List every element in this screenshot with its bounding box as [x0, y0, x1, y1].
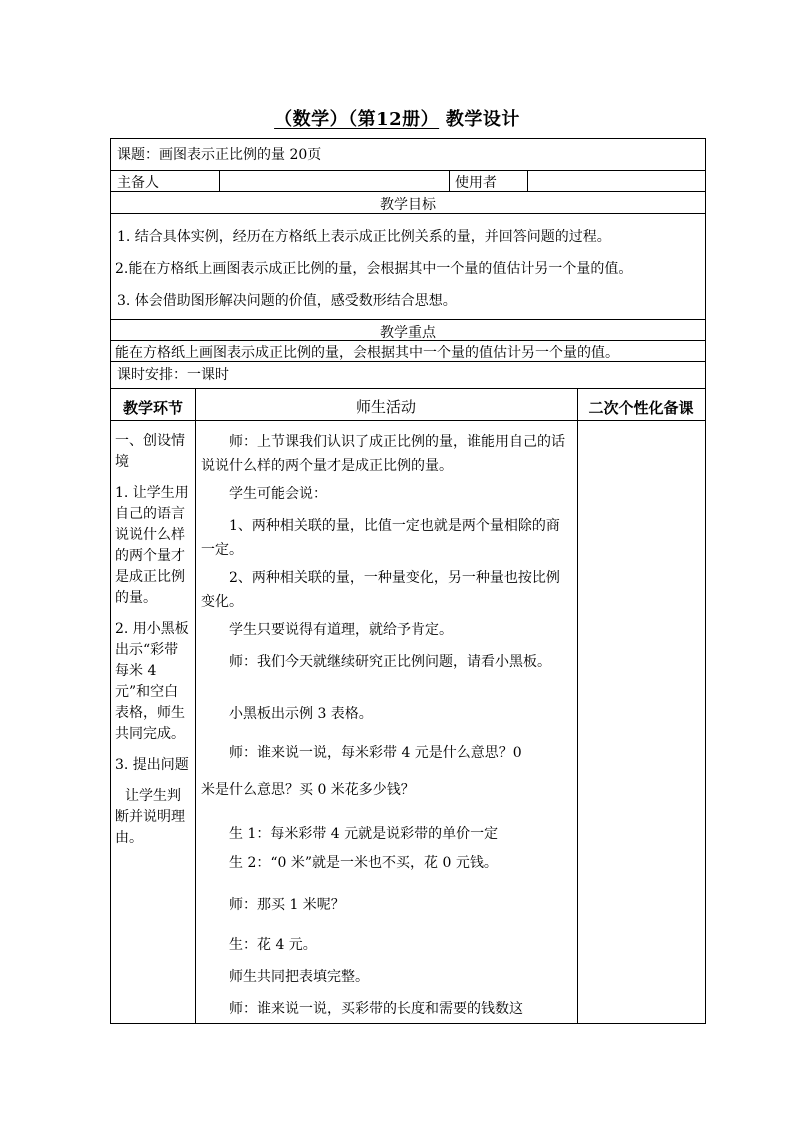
header-activity: 师生活动 — [355, 398, 416, 416]
focus-header-row — [111, 320, 705, 341]
steps-column — [115, 431, 190, 859]
activity-para: 生 2：“0 米”就是一米也不买，花 0 元钱。 — [229, 855, 498, 871]
step-4: 3. 提出问题 — [115, 757, 189, 773]
step-5: 让学生判断并说明理由。 — [115, 788, 185, 846]
goal-item-3: 3. 体会借助图形解决问题的价值，感受数形结合思想。 — [117, 293, 457, 309]
header-notes: 二次个性化备课 — [588, 399, 694, 417]
activity-para: 师：上节课我们认识了成正比例的量，谁能用自己的话说说什么样的两个量才是成正比例的量。 — [201, 434, 565, 474]
activity-para: 师：我们今天就继续研究正比例问题，请看小黑板。 — [229, 654, 551, 670]
activity-para: 生：花 4 元。 — [229, 937, 317, 953]
step-3: 2. 用小黑板出示“彩带每米 4 元”和空白表格，师生共同完成。 — [115, 621, 189, 742]
goals-row — [111, 214, 705, 320]
title-subject: （数学）（第12册） — [274, 109, 440, 130]
activity-para: 米是什么意思？买 0 米花多少钱？ — [201, 782, 415, 798]
activity-para: 师：谁来说一说，每米彩带 4 元是什么意思？0 — [229, 745, 522, 761]
table-body — [111, 421, 705, 1023]
step-1: 一、创设情境 — [115, 433, 185, 470]
activity-para: 生 1：每米彩带 4 元就是说彩带的单价一定 — [229, 826, 499, 842]
goal-item-2: 2.能在方格纸上画图表示成正比例的量，会根据其中一个量的值估计另一个量的值。 — [115, 261, 633, 277]
activity-para: 学生可能会说： — [229, 486, 327, 502]
activity-para: 师：谁来说一说，买彩带的长度和需要的钱数这 — [229, 1001, 523, 1017]
document-title — [0, 105, 794, 131]
preparer-row — [111, 171, 705, 192]
step-2: 1. 让学生用自己的语言说说什么样的两个量才是成正比例的量。 — [115, 485, 189, 606]
focus-header: 教学重点 — [380, 325, 436, 341]
schedule-text: 课时安排：一课时 — [117, 367, 229, 383]
focus-row — [111, 341, 705, 362]
goals-header-row — [111, 192, 705, 214]
preparer-label: 主备人 — [117, 175, 159, 191]
column-header-row — [111, 389, 705, 421]
activity-para: 学生只要说得有道理，就给予肯定。 — [229, 622, 453, 638]
goal-item-1: 1. 结合具体实例，经历在方格纸上表示成正比例关系的量，并回答问题的过程。 — [117, 229, 611, 245]
activity-para: 小黑板出示例 3 表格。 — [229, 706, 373, 722]
topic-text: 课题：画图表示正比例的量 20页 — [117, 147, 322, 163]
schedule-row — [111, 362, 705, 389]
activity-para: 2、两种相关联的量，一种量变化，另一种量也按比例变化。 — [201, 570, 560, 610]
activity-para: 1、两种相关联的量，比值一定也就是两个量相除的商一定。 — [201, 518, 560, 558]
header-step: 教学环节 — [122, 399, 183, 417]
topic-row — [111, 139, 705, 171]
title-type: 教学设计 — [439, 109, 520, 130]
lesson-plan-table — [110, 138, 706, 1024]
focus-text: 能在方格纸上画图表示成正比例的量，会根据其中一个量的值估计另一个量的值。 — [115, 345, 619, 361]
goals-header: 教学目标 — [380, 197, 436, 213]
user-label: 使用者 — [455, 175, 497, 191]
activity-para: 师生共同把表填完整。 — [229, 969, 369, 985]
activity-para: 师：那买 1 米呢？ — [229, 897, 345, 913]
